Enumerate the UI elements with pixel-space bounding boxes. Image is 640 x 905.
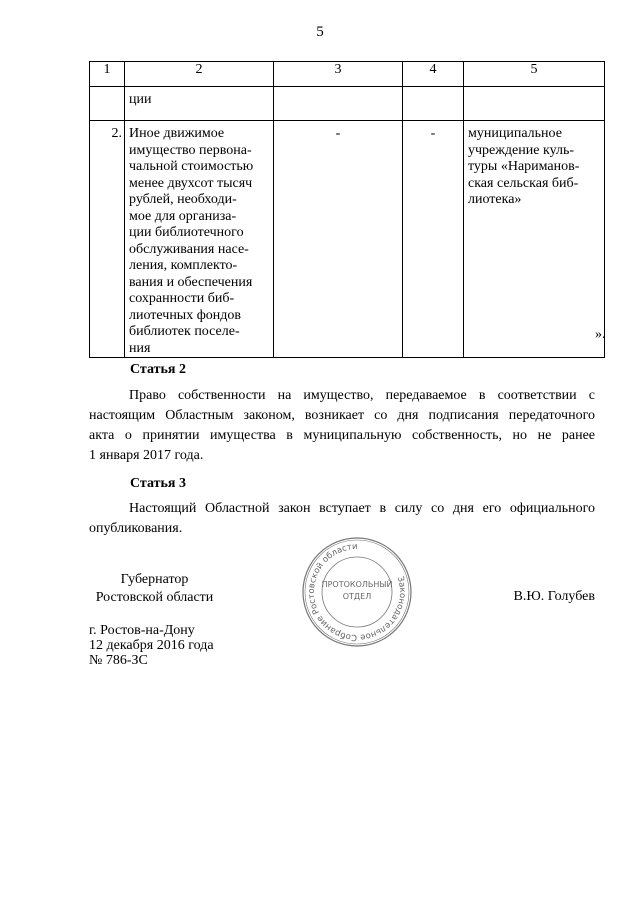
signatory-title-line-2: Ростовской области <box>95 590 214 605</box>
organization-line: муниципальное <box>468 126 562 141</box>
description-line: ния <box>129 340 151 356</box>
organization-line: туры «Нариманов- <box>468 159 580 174</box>
signatory-title-line-1: Губернатор <box>120 572 189 587</box>
cell-empty <box>90 87 125 121</box>
description-line: сохранности биб- <box>129 291 235 306</box>
description-line: лиотечных фондов <box>129 307 242 323</box>
row-number: 2. <box>90 121 125 358</box>
stamp-center-line-1: ПРОТОКОЛЬНЫЙ <box>321 580 393 589</box>
description-line: рублей, необходи- <box>129 192 237 207</box>
description-line: мое для организа- <box>129 208 237 224</box>
cell-empty <box>464 87 605 121</box>
table-closing-quote: ». <box>595 327 606 342</box>
row-col3-value: - <box>274 121 403 358</box>
description-line: ции библиотечного <box>129 225 244 240</box>
place-date-block <box>89 623 214 668</box>
description-line: чальной стоимостью <box>129 159 254 174</box>
description-line: имущество первона- <box>129 142 252 158</box>
organization-line: ская сельская биб- <box>468 175 579 191</box>
cell-empty <box>274 87 403 121</box>
description-line: вания и обеспечения <box>129 274 253 290</box>
article-2-heading: Статья 2 <box>130 362 186 377</box>
cell-continuation-text: ции <box>125 87 274 121</box>
organization-line: учреждение куль- <box>468 142 574 158</box>
description-line: обслуживания насе- <box>129 241 249 257</box>
paragraph-line: 1 января 2017 года. <box>89 448 204 463</box>
description-line: Иное движимое <box>129 126 225 141</box>
paragraph-line: опубликования. <box>89 521 183 536</box>
article-2-paragraph <box>89 386 595 466</box>
city: г. Ростов-на-Дону <box>89 623 195 638</box>
article-3-paragraph <box>89 499 595 539</box>
official-stamp <box>301 536 413 648</box>
article-3-heading: Статья 3 <box>130 476 186 491</box>
description-line: ления, комплекто- <box>129 258 238 273</box>
paragraph-line: Право собственности на имущество, передаваемое в соответствии с <box>129 388 595 403</box>
date: 12 декабря 2016 года <box>89 638 214 653</box>
description-line: библиотек поселе- <box>129 324 240 339</box>
paragraph-line: Настоящий Областной закон вступает в силу со дня его официального <box>129 501 595 516</box>
header-col-4: 4 <box>403 62 464 87</box>
stamp-center-line-2: ОТДЕЛ <box>342 592 372 601</box>
property-table <box>89 61 605 358</box>
page-number: 5 <box>316 24 324 40</box>
row-organization <box>464 121 605 358</box>
table-row-2 <box>90 121 605 358</box>
header-col-1: 1 <box>90 62 125 87</box>
signatory-title <box>89 571 220 607</box>
row-description <box>125 121 274 358</box>
table-header-row <box>90 62 605 87</box>
paragraph-line: акта о принятии имущества в муниципальную собственность, но не ранее <box>89 428 595 443</box>
stamp-ring-text: Законодательное Собрание Ростовской области <box>306 541 408 643</box>
header-col-5: 5 <box>464 62 605 87</box>
law-number: № 786-ЗС <box>89 653 148 668</box>
header-col-3: 3 <box>274 62 403 87</box>
cell-empty <box>403 87 464 121</box>
row-col4-value: - <box>403 121 464 358</box>
paragraph-line: настоящим Областным законом, возникает со дня подписания передаточного <box>89 408 595 423</box>
organization-line: лиотека» <box>468 192 522 207</box>
table-row-continuation <box>90 87 605 121</box>
signatory-name: В.Ю. Голубев <box>513 589 595 604</box>
header-col-2: 2 <box>125 62 274 87</box>
description-line: менее двухсот тысяч <box>129 175 253 191</box>
